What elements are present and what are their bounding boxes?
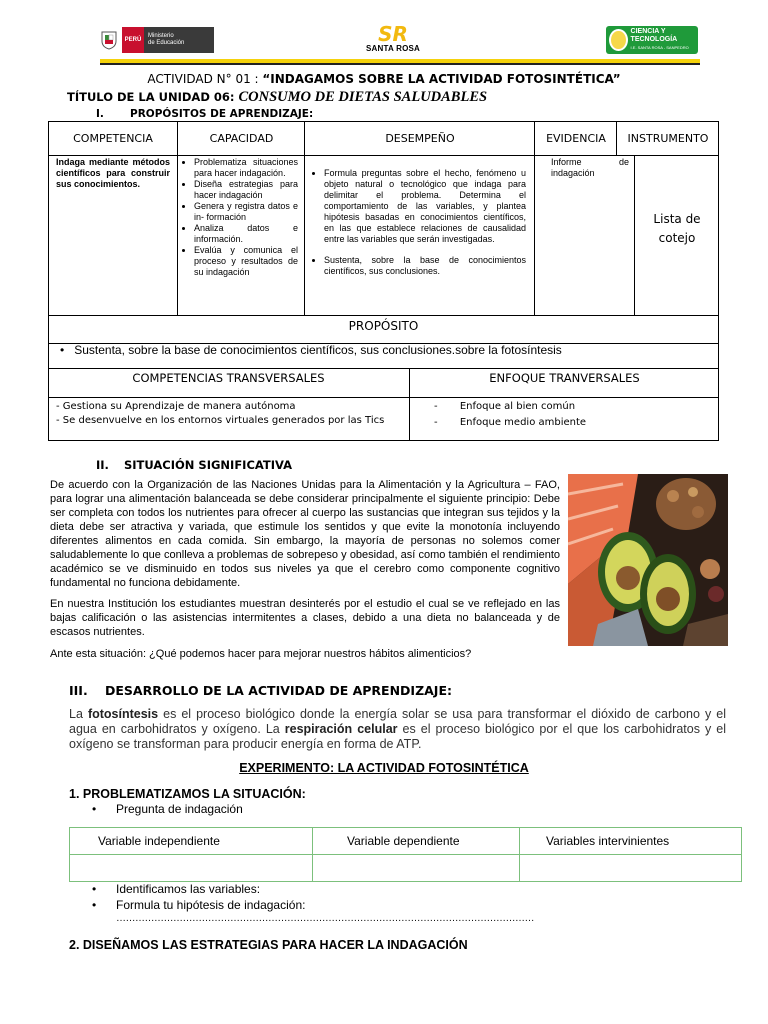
science-logo: [606, 26, 698, 54]
desarrollo-intro: La fotosíntesis es el proceso biológico donde la energía solar se usa para transformar el dióxido de carbono y el agua en carbohidratos y oxígeno. La respiración celular es el proceso biológico por el que los carbohidratos y el oxígeno se transforman para producir energía en forma de ATP.: [69, 707, 726, 751]
table-row: [70, 855, 742, 882]
header-capacidad: CAPACIDAD: [209, 131, 274, 145]
hypothesis-dotted-line[interactable]: ……………………………………………………………………………………………………………………: [116, 913, 534, 924]
variable-dependiente-input[interactable]: [313, 855, 520, 882]
desempeno-cell: [312, 168, 526, 277]
desempeno-list: [312, 168, 526, 277]
healthy-food-photo: [568, 474, 728, 646]
ministry-name: Ministerio de Educación: [144, 27, 214, 53]
row-divider: [48, 155, 719, 156]
header-competencia: COMPETENCIA: [73, 131, 153, 145]
ministry-logo: [100, 26, 214, 54]
school-logo: [355, 24, 431, 56]
science-seal-icon: [609, 29, 628, 51]
situacion-question: Ante esta situación: ¿Qué podemos hacer para mejorar nuestros hábitos alimenticios?: [50, 648, 472, 660]
peru-badge: PERÚ: [122, 27, 144, 53]
competencia-cell: Indaga mediante métodos científicos para construir sus conocimientos.: [56, 157, 170, 189]
variable-independiente-input[interactable]: [70, 855, 313, 882]
col-divider: [177, 121, 178, 315]
enfoque-header: ENFOQUE TRANVERSALES: [489, 371, 640, 385]
transversales-list: [56, 400, 384, 428]
transversal-item: - Gestiona su Aprendizaje de manera autónoma: [56, 401, 296, 412]
variable-dependiente-header: Variable dependiente: [313, 828, 520, 855]
peru-shield-icon: [100, 30, 118, 50]
header-evidencia: EVIDENCIA: [546, 131, 606, 145]
enfoque-item: - Enfoque medio ambiente: [434, 417, 587, 428]
capacidad-cell: [182, 157, 298, 278]
variables-intervinientes-input[interactable]: [520, 855, 742, 882]
unit-title: TÍTULO DE LA UNIDAD 06: CONSUMO DE DIETAS SALUDABLES: [67, 89, 488, 105]
variables-intervinientes-header: Variables intervinientes: [520, 828, 742, 855]
transversal-item: - Se desenvuelve en los entornos virtuales generados por las Tics: [56, 415, 385, 426]
school-name: SANTA ROSA: [366, 44, 420, 53]
instrumento-cell: Lista de cotejo: [653, 212, 701, 245]
school-mark: SR: [378, 22, 408, 46]
capacidad-item: • Evalúa y comunica el proceso y resultados de su indagación: [194, 245, 298, 278]
col-divider: [304, 121, 305, 315]
capacidad-list: [182, 157, 298, 278]
activity-title: ACTIVIDAD N° 01 : “INDAGAMOS SOBRE LA ACTIVIDAD FOTOSINTÉTICA”: [147, 72, 621, 86]
capacidad-item: • Genera y registra datos e in- formación: [194, 201, 298, 223]
transversales-header: COMPETENCIAS TRANSVERSALES: [132, 371, 325, 385]
variable-independiente-header: Variable independiente: [70, 828, 313, 855]
table-row: [70, 828, 742, 855]
desempeno-item: • Sustenta, sobre la base de conocimientos científicos, sus conclusiones.: [324, 255, 526, 277]
header-band-black: [100, 63, 700, 65]
section-situacion-heading: II. SITUACIÓN SIGNIFICATIVA: [96, 458, 293, 472]
science-subtitle: I.E. SANTA ROSA - SANPEDRO: [630, 45, 689, 50]
proposito-header: PROPÓSITO: [348, 319, 419, 333]
row-divider: [48, 397, 719, 398]
col-divider: [634, 155, 635, 315]
enfoque-item: - Enfoque al bien común: [434, 401, 576, 412]
capacidad-item: • Problematiza situaciones para hacer indagación.: [194, 157, 298, 179]
variables-table: [69, 827, 742, 882]
bullet-formula: • Formula tu hipótesis de indagación:: [116, 898, 305, 912]
proposito-text: • Sustenta, sobre la base de conocimientos científicos, sus conclusiones.sobre la fotosíntesis: [60, 343, 562, 357]
situacion-paragraph-2: En nuestra Institución los estudiantes muestran desinterés por el estudio el cual se ve reflejado en las bajas calificación o las asistencias intermitentes a clases, debido a una dieta no balanceada y de escasos nutrientes.: [50, 598, 560, 638]
header-desempeno: DESEMPEÑO: [385, 131, 455, 145]
evidencia-cell: Informe de indagación: [551, 157, 629, 178]
bullet-pregunta: • Pregunta de indagación: [116, 802, 243, 816]
col-divider: [534, 121, 535, 315]
col-divider: [616, 121, 617, 155]
step-2-heading: 2. DISEÑAMOS LAS ESTRATEGIAS PARA HACER LA INDAGACIÓN: [69, 938, 468, 952]
science-title: CIENCIA Y TECNOLOGÍA: [630, 28, 678, 43]
experiment-title: EXPERIMENTO: LA ACTIVIDAD FOTOSINTÉTICA: [239, 761, 529, 775]
step-1-heading: 1. PROBLEMATIZAMOS LA SITUACIÓN:: [69, 787, 306, 801]
header-instrumento: INSTRUMENTO: [627, 131, 709, 145]
desempeno-item: • Formula preguntas sobre el hecho, fenómeno u objeto natural o tecnológico que indaga para delimitar el problema. Determina el comportamiento de las variables, y plantea hipótesis basadas en conocimientos científicos, en las que establece relaciones de causalidad entre las variables que serán investigadas.: [324, 168, 526, 245]
bullet-identificamos: • Identificamos las variables:: [116, 882, 260, 896]
capacidad-item: • Analiza datos e información.: [194, 223, 298, 245]
enfoque-list: [434, 399, 586, 431]
capacidad-item: • Diseña estrategias para hacer indagación: [194, 179, 298, 201]
section-desarrollo-heading: III. DESARROLLO DE LA ACTIVIDAD DE APRENDIZAJE:: [69, 683, 452, 698]
section-purposes-heading: I. PROPÓSITOS DE APRENDIZAJE:: [96, 108, 314, 120]
situacion-paragraph-1: De acuerdo con la Organización de las Naciones Unidas para la Alimentación y la Agricultura – FAO, para lograr una alimentación balanceada se debe considerar principalmente el siguiente principio: Debe ser completa con todos los nutrientes para ofrecer al cuerpo las sustancias que integran sus tejidos y la dieta debe ser atractiva y variada, que estimule los sentidos y que evite la monotonía incluyendo diferentes alimentos en cada comida. Sin embargo, la mayoría de personas no solemos comer saludablemente lo que conlleva a problemas de sobrepeso y obesidad, así como también el rendimiento académico se ve disminuido en todos sus niveles ya que el cerebro como componente cognitivo fundamental no funciona debidamente.: [50, 479, 560, 589]
